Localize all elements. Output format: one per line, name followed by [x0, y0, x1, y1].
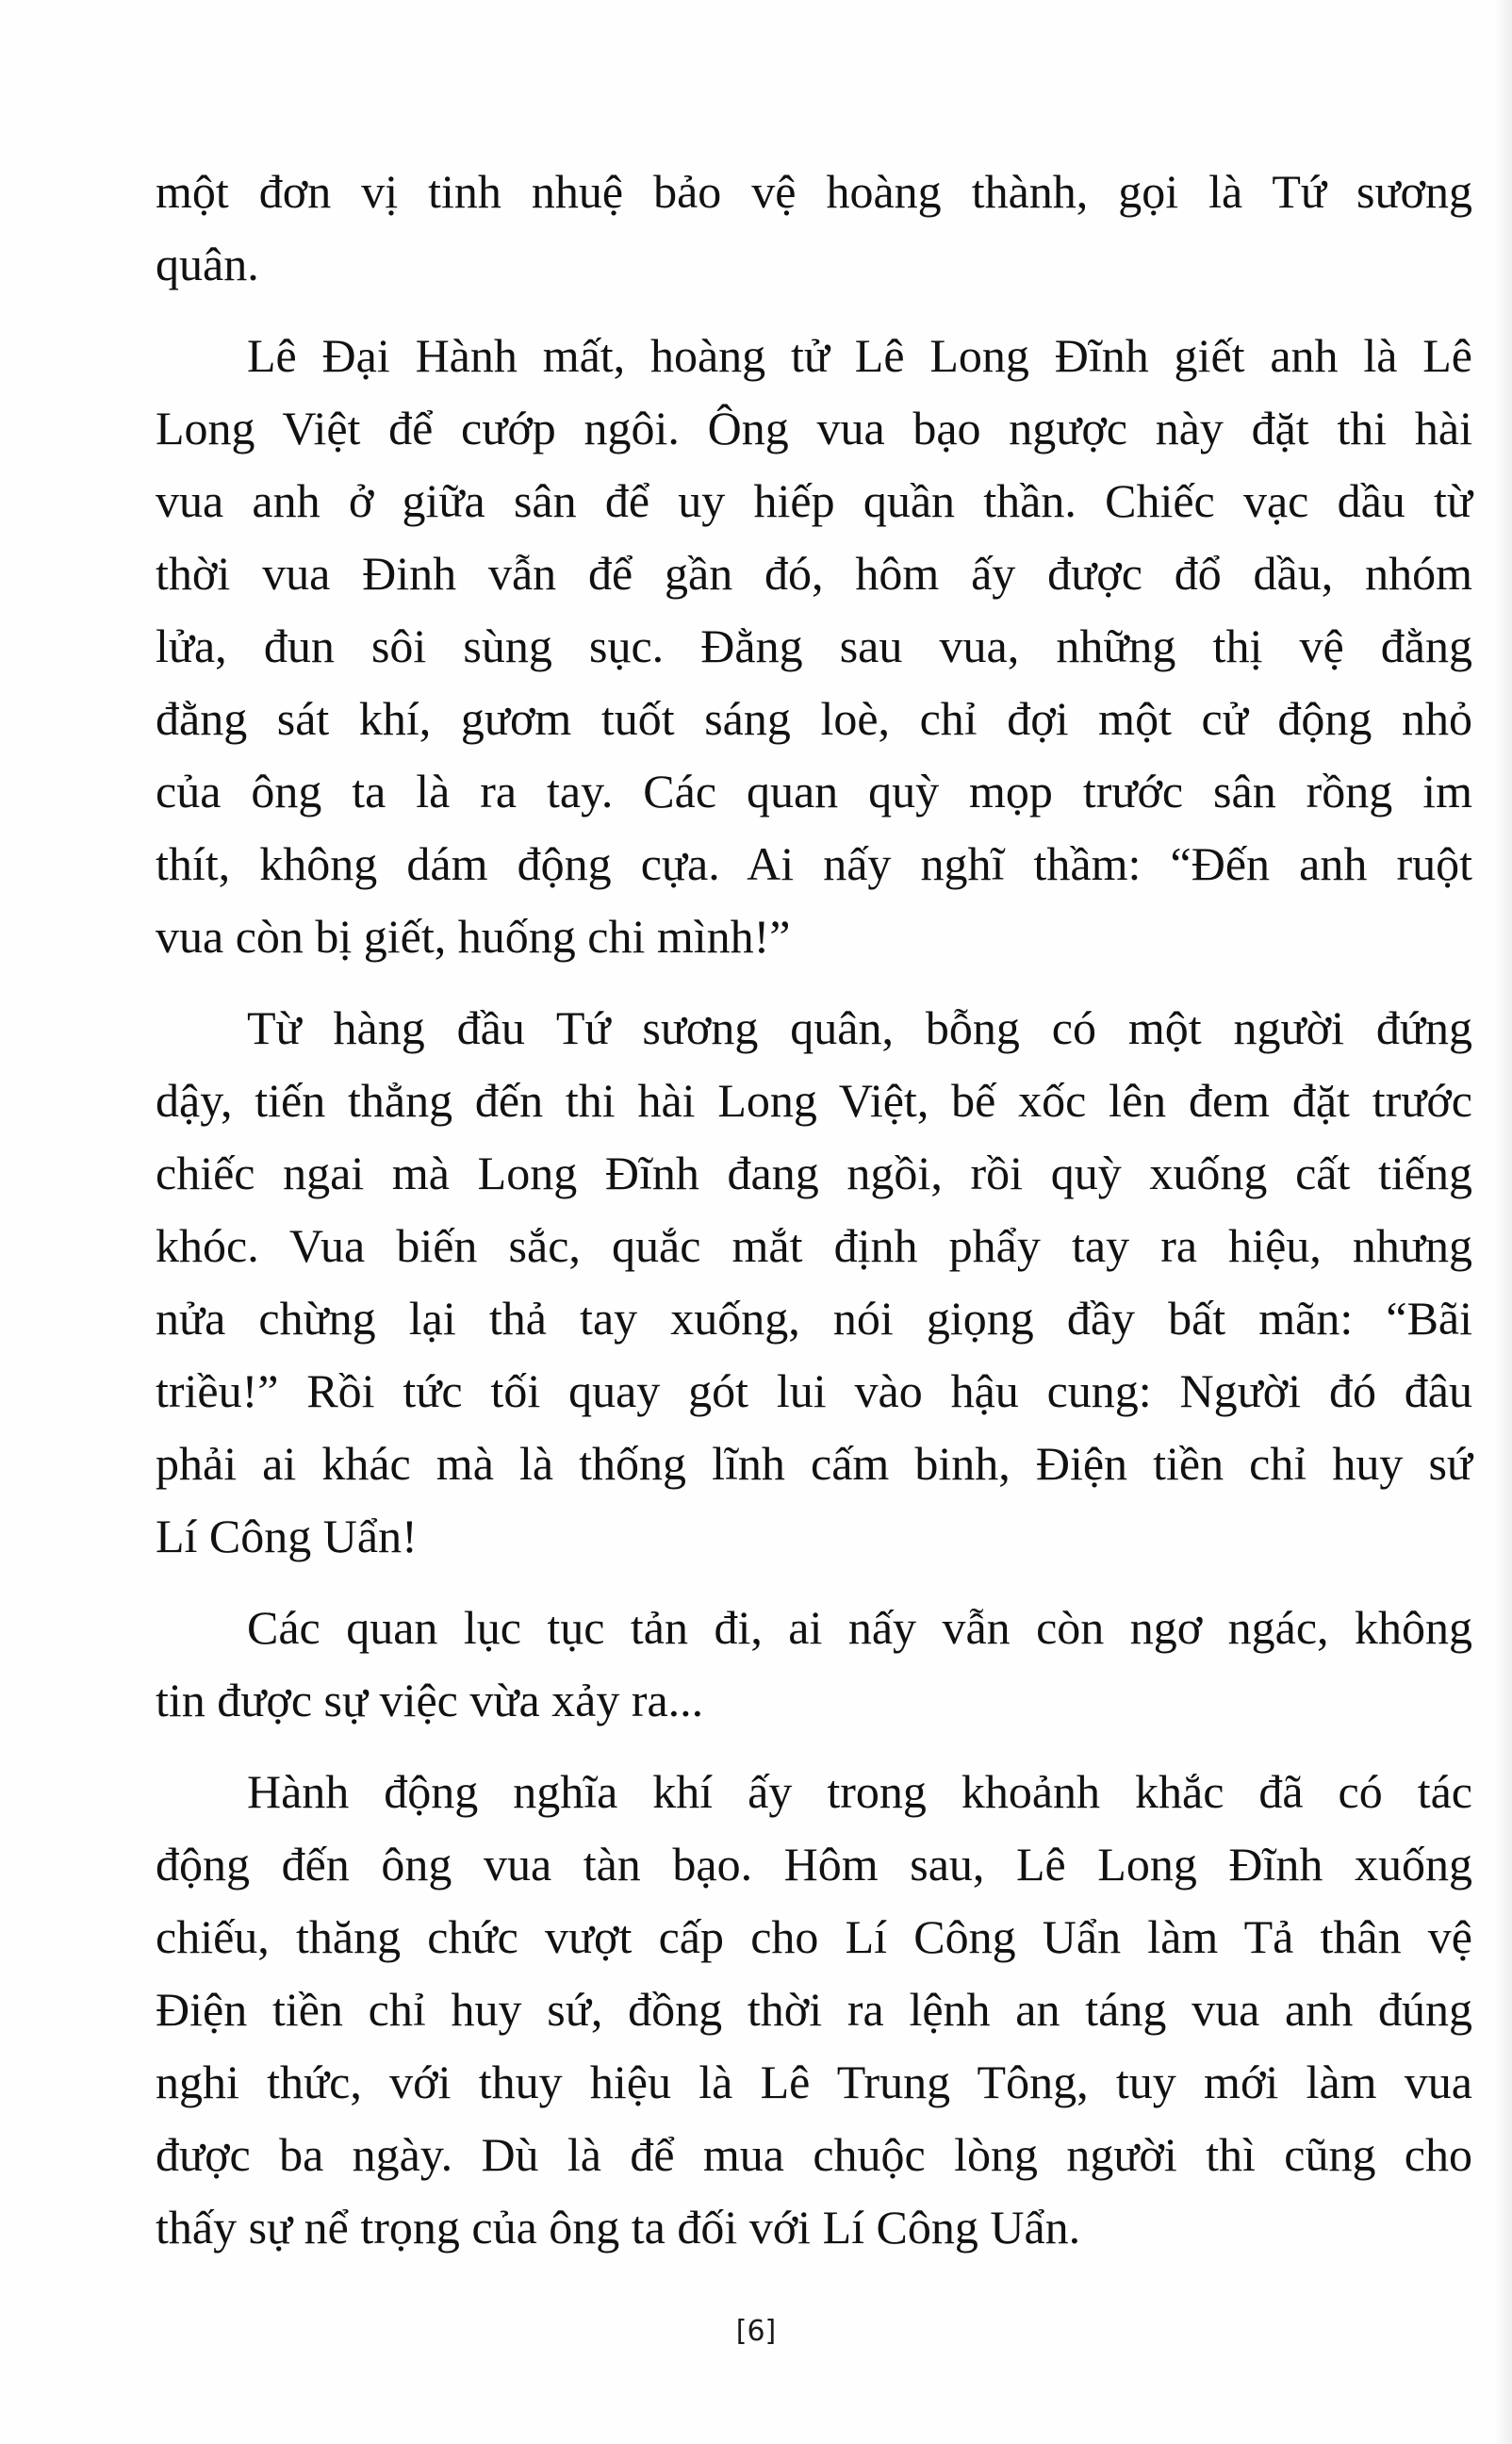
text-line: quân. [156, 238, 259, 290]
text-line: thít, không dám động cựa. Ai nấy nghĩ thầm: “Đến anh ruột [156, 837, 1472, 890]
page-number: [6] [735, 2315, 777, 2348]
paragraph-1 [156, 156, 1472, 301]
text-line: vua anh ở giữa sân để uy hiếp quần thần. Chiếc vạc dầu từ [156, 474, 1472, 527]
body-text [156, 156, 1472, 2283]
paragraph-3 [156, 992, 1472, 1573]
text-line: chiếc ngai mà Long Đĩnh đang ngồi, rồi quỳ xuống cất tiếng [156, 1147, 1472, 1199]
text-line: động đến ông vua tàn bạo. Hôm sau, Lê Long Đĩnh xuống [156, 1838, 1472, 1891]
text-line: thấy sự nể trọng của ông ta đối với Lí Công Uẩn. [156, 2201, 1081, 2254]
text-line: nửa chừng lại thả tay xuống, nói giọng đầy bất mãn: “Bãi [156, 1292, 1472, 1345]
text-line: thời vua Đinh vẫn để gần đó, hôm ấy được đổ dầu, nhóm [156, 547, 1472, 600]
text-line: của ông ta là ra tay. Các quan quỳ mọp trước sân rồng im [156, 765, 1472, 817]
text-line: Lí Công Uẩn! [156, 1510, 418, 1562]
page-edge-shadow [1495, 0, 1512, 2444]
text-line: triều!” Rồi tức tối quay gót lui vào hậu cung: Người đó đâu [156, 1364, 1472, 1417]
text-line: khóc. Vua biến sắc, quắc mắt định phẩy tay ra hiệu, nhưng [156, 1219, 1472, 1272]
text-line: nghi thức, với thuy hiệu là Lê Trung Tông, tuy mới làm vua [156, 2056, 1472, 2108]
text-line: Hành động nghĩa khí ấy trong khoảnh khắc đã có tác [247, 1765, 1472, 1818]
text-line: chiếu, thăng chức vượt cấp cho Lí Công Uẩn làm Tả thân vệ [156, 1910, 1472, 1963]
text-line: lửa, đun sôi sùng sục. Đằng sau vua, những thị vệ đằng [156, 619, 1472, 672]
text-line: Các quan lục tục tản đi, ai nấy vẫn còn ngơ ngác, không [247, 1601, 1472, 1654]
text-line: vua còn bị giết, huống chi mình!” [156, 910, 791, 963]
text-line: được ba ngày. Dù là để mua chuộc lòng người thì cũng cho [156, 2128, 1472, 2181]
text-line: đằng sát khí, gươm tuốt sáng loè, chỉ đợi một cử động nhỏ [156, 692, 1472, 745]
text-line: dậy, tiến thẳng đến thi hài Long Việt, bế xốc lên đem đặt trước [156, 1074, 1472, 1127]
paragraph-2 [156, 320, 1472, 973]
text-line: một đơn vị tinh nhuệ bảo vệ hoàng thành, gọi là Tứ sương [156, 165, 1472, 218]
text-line: phải ai khác mà là thống lĩnh cấm binh, Điện tiền chỉ huy sứ [156, 1437, 1472, 1490]
paragraph-4 [156, 1592, 1472, 1737]
paragraph-5 [156, 1756, 1472, 2264]
text-line: Từ hàng đầu Tứ sương quân, bỗng có một người đứng [247, 1001, 1472, 1054]
text-line: Lê Đại Hành mất, hoàng tử Lê Long Đĩnh giết anh là Lê [247, 329, 1472, 382]
text-line: Điện tiền chỉ huy sứ, đồng thời ra lệnh an táng vua anh đúng [156, 1983, 1472, 2036]
text-line: Long Việt để cướp ngôi. Ông vua bạo ngược này đặt thi hài [156, 402, 1472, 454]
text-line: tin được sự việc vừa xảy ra... [156, 1674, 704, 1726]
